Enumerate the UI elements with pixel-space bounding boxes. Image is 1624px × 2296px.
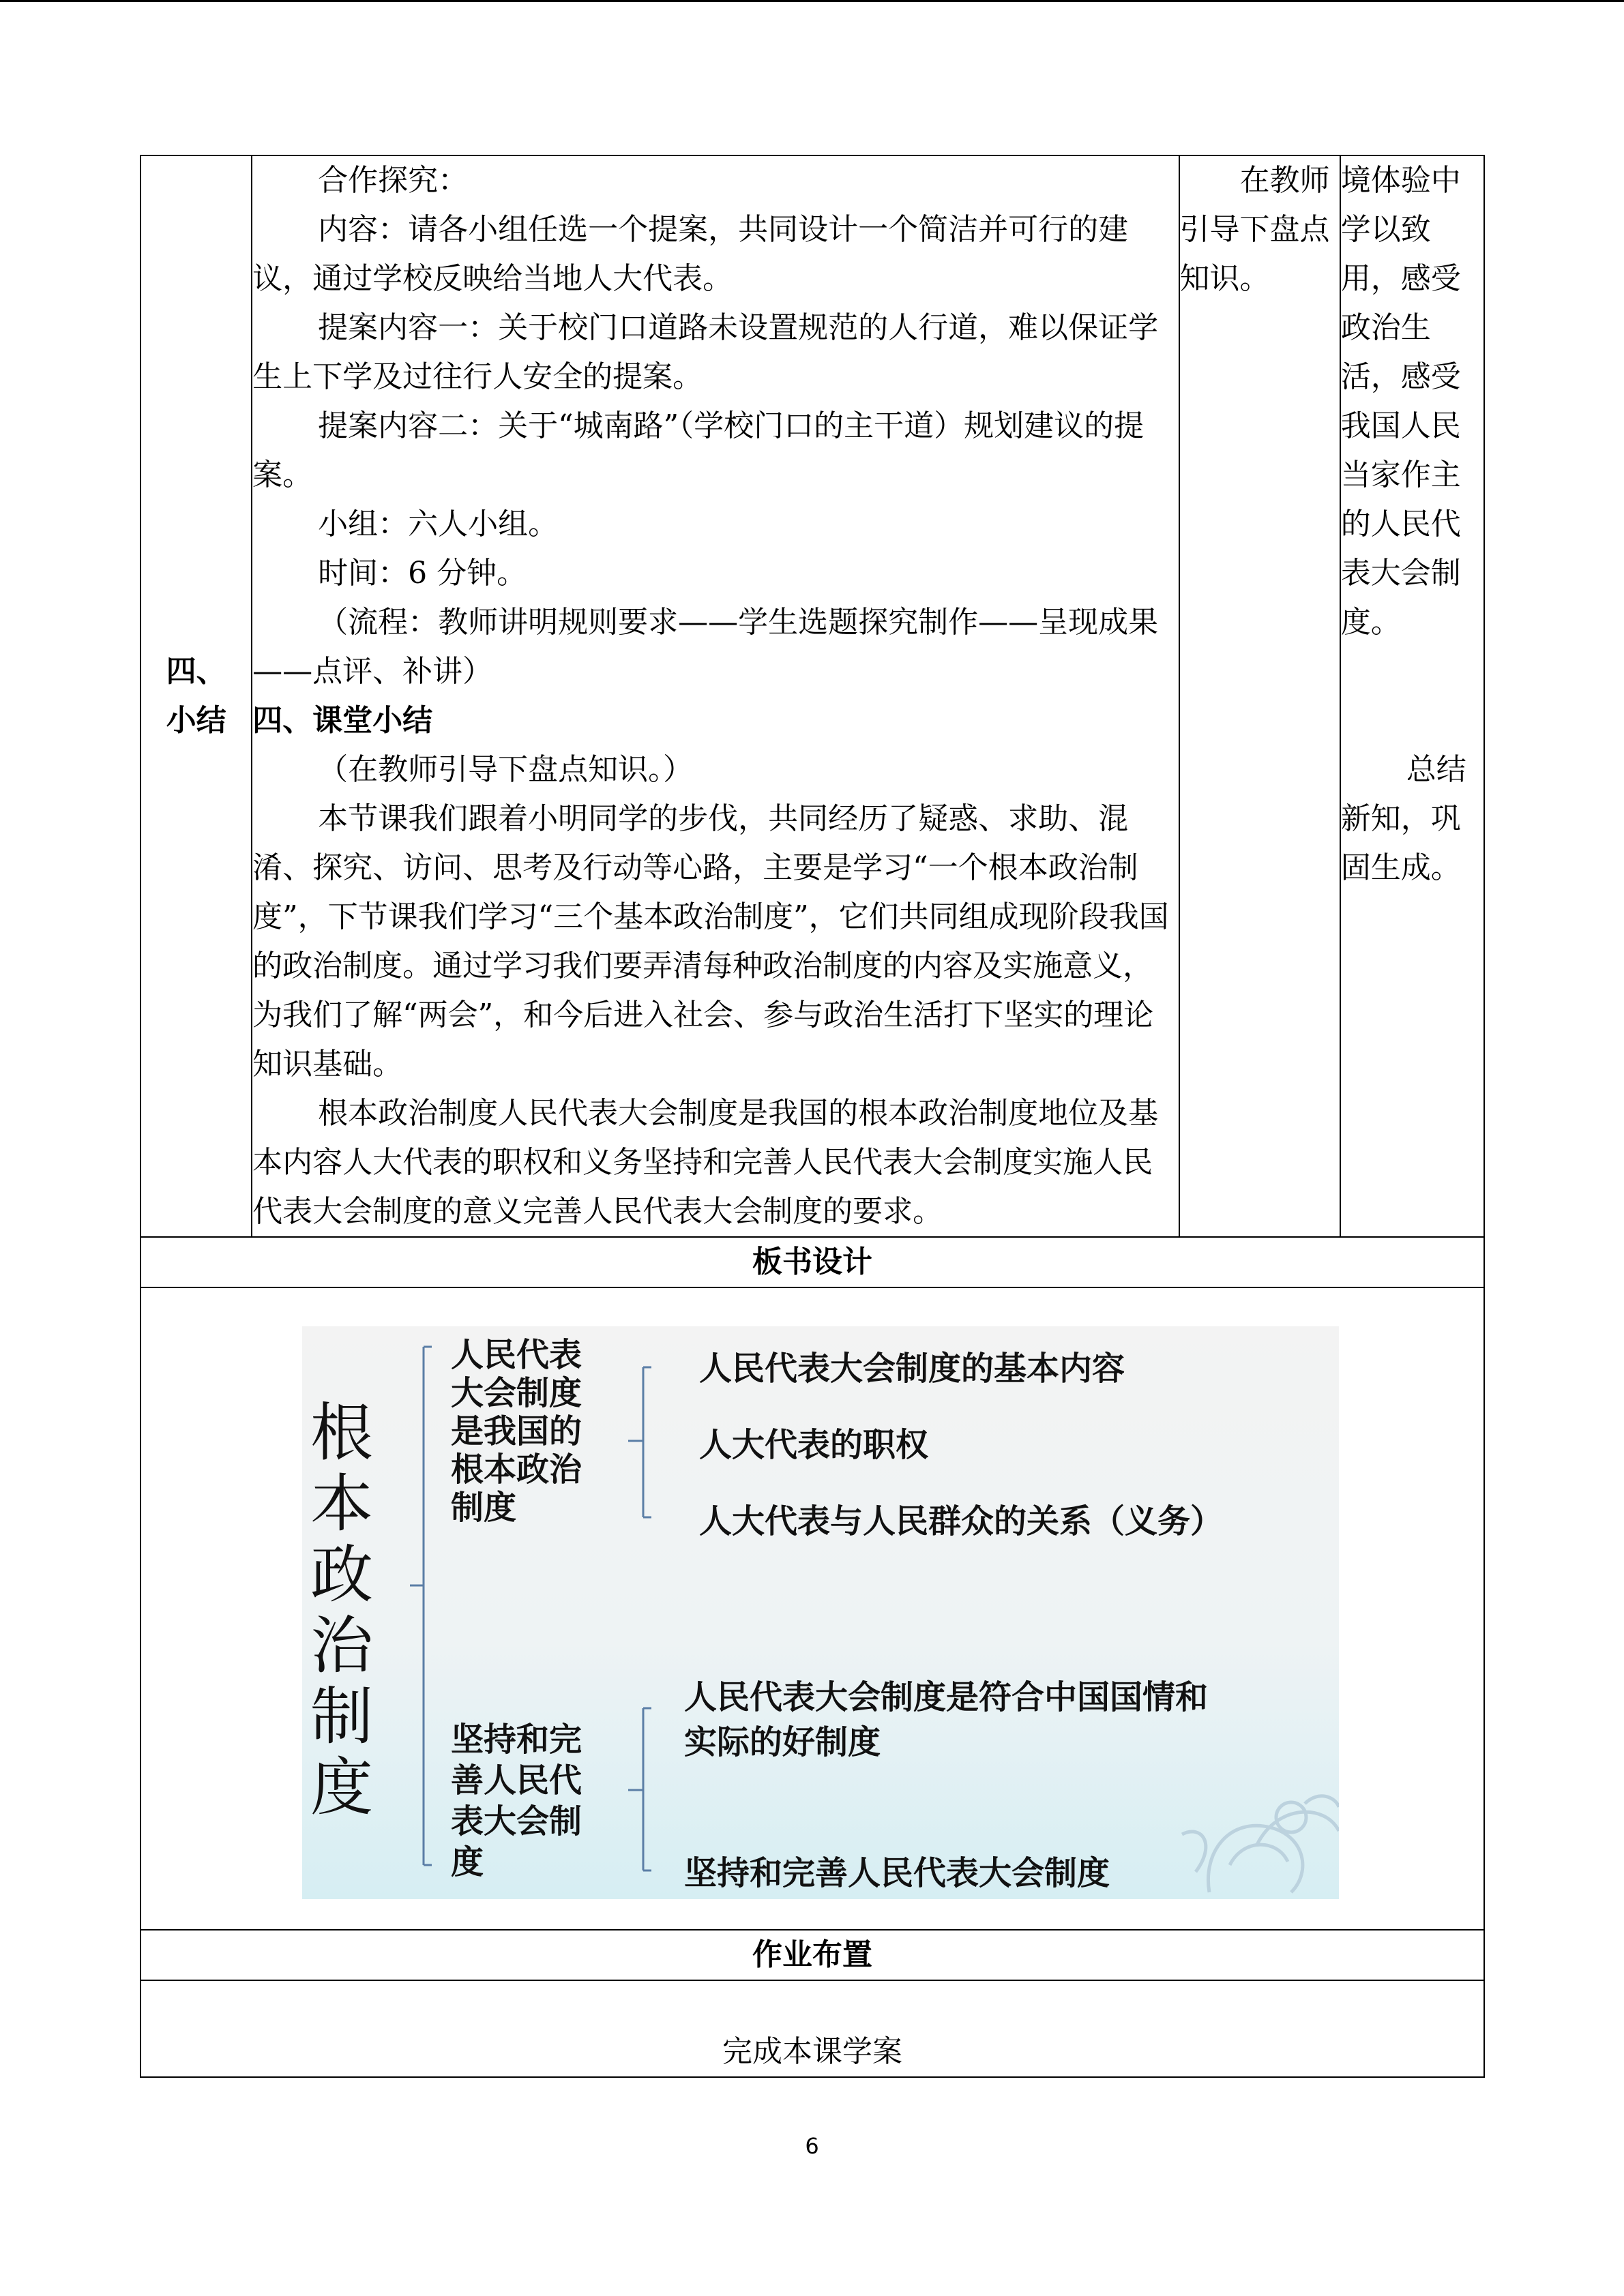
content-paragraph: （在教师引导下盘点知识。） bbox=[318, 752, 694, 787]
content-paragraph: 合作探究： bbox=[318, 163, 469, 198]
branch-1-item: 人民代表大会制度的基本内容 bbox=[699, 1350, 1125, 1388]
lesson-table bbox=[140, 155, 1485, 2078]
diagram-root-char: 政 bbox=[310, 1538, 374, 1611]
stage-cell bbox=[141, 155, 252, 1237]
branch-1-label-line: 人民代表 bbox=[451, 1336, 582, 1374]
branch-2-label-line: 表大会制 bbox=[451, 1802, 582, 1840]
diagram-root-char: 本 bbox=[310, 1467, 374, 1540]
content-paragraph: 提案内容一：关于校门口道路未设置规范的人行道，难以保证学生上下学及过往行人安全的提案。 bbox=[252, 310, 1159, 394]
homework-row bbox=[141, 1980, 1484, 2077]
top-border-line bbox=[0, 0, 1624, 2]
diagram-root-char: 根 bbox=[310, 1397, 374, 1470]
teaching-content-cell bbox=[252, 155, 1179, 1237]
diagram-root-char: 制 bbox=[310, 1680, 374, 1753]
board-design-row bbox=[141, 1287, 1484, 1930]
content-paragraph: 根本政治制度人民代表大会制度是我国的根本政治制度地位及基本内容人大代表的职权和义务坚持和完善人民代表大会制度实施人民代表大会制度的意义完善人民代表大会制度的要求。 bbox=[252, 1096, 1159, 1229]
diagram-root bbox=[310, 1397, 375, 1824]
homework-header-row bbox=[141, 1930, 1484, 1980]
branch-1-label-line: 制度 bbox=[451, 1489, 517, 1527]
content-heading: 四、课堂小结 bbox=[252, 703, 433, 738]
content-paragraph: 小组：六人小组。 bbox=[318, 507, 559, 541]
branch-1-label-line: 大会制度 bbox=[451, 1374, 582, 1412]
content-paragraph: 时间：6 分钟。 bbox=[318, 556, 527, 591]
branch-2-item: 实际的好制度 bbox=[684, 1723, 881, 1761]
design-intent-text-1: 境体验中学以致用，感受政治生活，感受我国人民当家作主的人民代表大会制度。 bbox=[1340, 163, 1461, 640]
design-intent-text-2: 总结新知，巩固生成。 bbox=[1340, 752, 1466, 885]
student-activity-cell bbox=[1179, 155, 1340, 1237]
content-paragraph: （流程：教师讲明规则要求——学生选题探究制作——呈现成果——点评、补讲） bbox=[252, 605, 1159, 689]
teaching-content bbox=[252, 156, 1178, 1236]
content-paragraph: 内容：请各小组任选一个提案，共同设计一个简洁并可行的建议，通过学校反映给当地人大代表。 bbox=[252, 212, 1129, 296]
branch-1-item: 人大代表的职权 bbox=[699, 1426, 929, 1464]
stage-label: 四、小结 bbox=[166, 654, 226, 738]
board-design-heading: 板书设计 bbox=[141, 1237, 1484, 1287]
branch-2-label-line: 坚持和完 bbox=[451, 1720, 582, 1759]
board-design-diagram bbox=[302, 1326, 1339, 1899]
homework-text: 完成本课学案 bbox=[722, 2034, 902, 2069]
summary-row bbox=[141, 155, 1484, 1237]
student-activity-text: 在教师引导下盘点知识。 bbox=[1179, 163, 1330, 296]
branch-2-label-line: 善人民代 bbox=[451, 1761, 582, 1800]
branch-2-item: 人民代表大会制度是符合中国国情和 bbox=[684, 1678, 1209, 1716]
branch-2-item: 坚持和完善人民代表大会制度 bbox=[684, 1854, 1110, 1892]
board-design-cell bbox=[141, 1287, 1484, 1930]
branch-1-label-line: 根本政治 bbox=[451, 1450, 582, 1489]
diagram-root-char: 度 bbox=[310, 1751, 374, 1824]
homework-heading: 作业布置 bbox=[141, 1930, 1484, 1980]
homework-cell bbox=[141, 1980, 1484, 2077]
design-intent-cell bbox=[1340, 155, 1484, 1237]
branch-1-item: 人大代表与人民群众的关系（义务） bbox=[699, 1502, 1224, 1540]
branch-1-label-line: 是我国的 bbox=[451, 1412, 582, 1450]
content-paragraph: 提案内容二：关于“城南路”（学校门口的主干道）规划建议的提案。 bbox=[252, 408, 1145, 492]
branch-2-label-line: 度 bbox=[451, 1843, 484, 1881]
page-number: 6 bbox=[805, 2133, 819, 2159]
board-design-header-row bbox=[141, 1237, 1484, 1287]
diagram-root-char: 治 bbox=[310, 1609, 374, 1682]
content-paragraph: 本节课我们跟着小明同学的步伐，共同经历了疑惑、求助、混淆、探究、访问、思考及行动等心路，主要是学习“一个根本政治制度”，下节课我们学习“三个基本政治制度”，它们共同组成现阶段我国的政治制度。通过学习我们要弄清每种政治制度的内容及实施意义，为我们了解“两会”，和今后进入社会、参与政治生活打下坚实的理论知识基础。 bbox=[252, 801, 1169, 1082]
